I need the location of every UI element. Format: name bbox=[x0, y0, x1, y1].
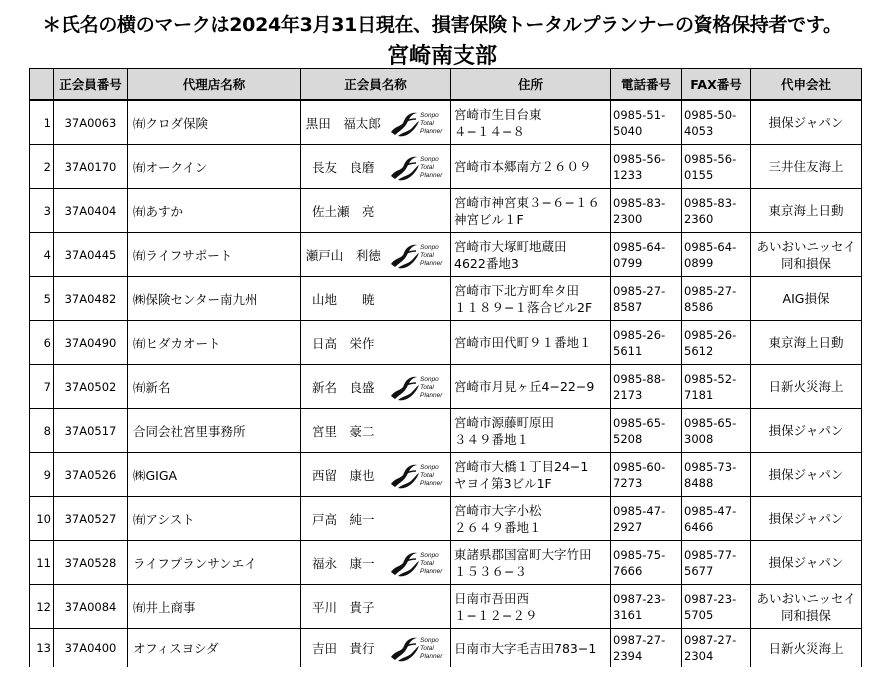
table-header-row bbox=[30, 69, 862, 101]
fax-line-1: 0985-83- bbox=[684, 195, 737, 210]
company-line-1: 三井住友海上 bbox=[768, 159, 844, 174]
member-name: 山地 暁 bbox=[301, 277, 386, 321]
member-number: 37A0404 bbox=[54, 189, 128, 233]
sonpo-total-planner-mark-icon bbox=[390, 372, 446, 402]
header-address: 住所 bbox=[451, 69, 611, 101]
phone-line-1: 0985-75- bbox=[613, 547, 666, 562]
company-line-1: 損保ジャパン bbox=[768, 511, 844, 526]
branch-title: 宮崎南支部 bbox=[386, 44, 497, 69]
mark-cell bbox=[386, 541, 451, 585]
address-line-2: ヤヨイ第3ビル1F bbox=[454, 475, 552, 491]
phone-line-1: 0985-88- bbox=[613, 371, 666, 386]
svg-text:Planner: Planner bbox=[419, 653, 442, 660]
phone-line-1: 0987-23- bbox=[613, 591, 666, 606]
fax-line-2: 5705 bbox=[684, 607, 714, 622]
agency-name: ㈱保険センター南九州 bbox=[128, 277, 301, 321]
address-line-1: 日南市大字毛吉田783−1 bbox=[454, 640, 597, 656]
fax-line-1: 0985-50- bbox=[684, 107, 737, 122]
company-line-1: AIG損保 bbox=[782, 291, 830, 306]
address-line-1: 宮崎市大字小松 bbox=[454, 502, 542, 518]
row-number: 10 bbox=[30, 497, 54, 541]
mark-cell bbox=[386, 409, 451, 453]
address bbox=[451, 100, 611, 145]
agency-name: 合同会社宮里事務所 bbox=[128, 409, 301, 453]
company-line-1: 損保ジャパン bbox=[768, 555, 844, 570]
row-number: 4 bbox=[30, 233, 54, 277]
sonpo-total-planner-mark-icon bbox=[390, 548, 446, 578]
sonpo-total-planner-mark-icon bbox=[390, 460, 446, 490]
table-row bbox=[30, 365, 862, 409]
row-number: 1 bbox=[30, 100, 54, 145]
row-number: 7 bbox=[30, 365, 54, 409]
address-line-2: ４−１４−８ bbox=[454, 123, 525, 139]
phone-line-2: 7273 bbox=[613, 475, 643, 490]
member-name: 日高 栄作 bbox=[301, 321, 386, 365]
phone-line-1: 0985-60- bbox=[613, 459, 666, 474]
fax-number bbox=[682, 100, 751, 145]
address bbox=[451, 629, 611, 668]
agent-table bbox=[29, 68, 862, 667]
fax-line-2: 0899 bbox=[684, 255, 714, 270]
header-person: 正会員名称 bbox=[301, 69, 451, 101]
mark-cell bbox=[386, 497, 451, 541]
row-number: 3 bbox=[30, 189, 54, 233]
phone-line-2: 5208 bbox=[613, 431, 643, 446]
phone-number bbox=[611, 277, 682, 321]
agency-name: オフィスヨシダ bbox=[128, 629, 301, 668]
table-row bbox=[30, 453, 862, 497]
fax-line-1: 0987-27- bbox=[684, 633, 737, 647]
fax-line-1: 0985-47- bbox=[684, 503, 737, 518]
member-name: 新名 良盛 bbox=[301, 365, 386, 409]
company-line-1: あいおいニッセイ bbox=[756, 590, 856, 606]
member-name: 瀬戸山 利徳 bbox=[301, 233, 386, 277]
company-line-2: 同和損保 bbox=[781, 607, 832, 623]
phone-number bbox=[611, 541, 682, 585]
agency-name: ㈲井上商事 bbox=[128, 585, 301, 629]
svg-text:Sonpo: Sonpo bbox=[419, 243, 439, 251]
underwriting-company bbox=[751, 365, 862, 409]
table-row bbox=[30, 145, 862, 189]
member-name: 黒田 福太郎 bbox=[301, 100, 386, 145]
company-line-1: 東京海上日動 bbox=[768, 335, 844, 350]
phone-line-2: 1233 bbox=[613, 167, 643, 182]
row-number: 9 bbox=[30, 453, 54, 497]
phone-number bbox=[611, 453, 682, 497]
header-no bbox=[30, 69, 54, 101]
member-name: 長友 良磨 bbox=[301, 145, 386, 189]
phone-number bbox=[611, 100, 682, 145]
address-line-1: 宮崎市月見ヶ丘4−22−9 bbox=[454, 379, 595, 394]
member-name: 吉田 貴行 bbox=[301, 629, 386, 668]
company-line-1: 損保ジャパン bbox=[768, 467, 844, 482]
underwriting-company bbox=[751, 629, 862, 668]
phone-number bbox=[611, 365, 682, 409]
underwriting-company bbox=[751, 541, 862, 585]
mark-cell bbox=[386, 629, 451, 668]
address-line-2: １−１２−２９ bbox=[454, 607, 538, 623]
fax-line-2: 8586 bbox=[684, 299, 714, 314]
member-name: 平川 貴子 bbox=[301, 585, 386, 629]
underwriting-company bbox=[751, 233, 862, 277]
fax-line-1: 0985-77- bbox=[684, 547, 737, 562]
svg-text:Total: Total bbox=[419, 471, 434, 479]
member-number: 37A0526 bbox=[54, 453, 128, 497]
address bbox=[451, 189, 611, 233]
address-line-2: ３４９番地１ bbox=[454, 431, 530, 447]
address bbox=[451, 409, 611, 453]
address bbox=[451, 453, 611, 497]
mark-cell bbox=[386, 585, 451, 629]
phone-line-1: 0987-27- bbox=[613, 633, 666, 647]
phone-number bbox=[611, 585, 682, 629]
phone-line-1: 0985-27- bbox=[613, 283, 666, 298]
address-line-2: １１８９−１落合ビル2F bbox=[454, 299, 593, 315]
fax-line-2: 2304 bbox=[684, 649, 714, 663]
agency-name: ㈲ヒダカオート bbox=[128, 321, 301, 365]
phone-line-2: 2394 bbox=[613, 649, 643, 663]
address-line-1: 宮崎市生目台東 bbox=[454, 106, 542, 122]
svg-text:Planner: Planner bbox=[419, 259, 442, 267]
mark-cell bbox=[386, 189, 451, 233]
fax-line-2: 3008 bbox=[684, 431, 714, 446]
company-line-2: 同和損保 bbox=[781, 255, 832, 271]
mark-notice: ＊氏名の横のマークは2024年3月31日現在、損害保険トータルプランナーの資格保持者です。 bbox=[42, 14, 842, 36]
svg-text:Sonpo: Sonpo bbox=[419, 155, 439, 163]
svg-text:Total: Total bbox=[419, 559, 434, 567]
table-row bbox=[30, 277, 862, 321]
address-line-2: ２６４９番地１ bbox=[454, 519, 542, 535]
fax-number bbox=[682, 629, 751, 668]
svg-text:Sonpo: Sonpo bbox=[419, 375, 439, 383]
fax-line-2: 4053 bbox=[684, 123, 714, 138]
row-number: 8 bbox=[30, 409, 54, 453]
fax-line-1: 0985-73- bbox=[684, 459, 737, 474]
underwriting-company bbox=[751, 189, 862, 233]
underwriting-company bbox=[751, 453, 862, 497]
fax-line-1: 0987-23- bbox=[684, 591, 737, 606]
table-row bbox=[30, 497, 862, 541]
table-row bbox=[30, 233, 862, 277]
mark-cell bbox=[386, 321, 451, 365]
member-number: 37A0445 bbox=[54, 233, 128, 277]
phone-line-2: 2927 bbox=[613, 519, 643, 534]
address bbox=[451, 541, 611, 585]
fax-number bbox=[682, 321, 751, 365]
fax-line-2: 6466 bbox=[684, 519, 714, 534]
address bbox=[451, 277, 611, 321]
fax-number bbox=[682, 189, 751, 233]
svg-text:Total: Total bbox=[419, 119, 434, 127]
agency-name: ㈲新名 bbox=[128, 365, 301, 409]
fax-number bbox=[682, 145, 751, 189]
agency-name: ㈲オークイン bbox=[128, 145, 301, 189]
member-number: 37A0490 bbox=[54, 321, 128, 365]
svg-text:Planner: Planner bbox=[419, 391, 442, 399]
address-line-1: 宮崎市神宮東３−６−１６ bbox=[454, 194, 600, 210]
address-line-1: 宮崎市大塚町地蔵田 bbox=[454, 238, 567, 254]
sonpo-total-planner-mark-icon bbox=[390, 633, 446, 663]
address-line-1: 日南市吾田西 bbox=[454, 590, 530, 606]
address-line-1: 宮崎市下北方町牟タ田 bbox=[454, 282, 580, 298]
address-line-1: 宮崎市大橋１丁目24−1 bbox=[454, 458, 589, 474]
member-number: 37A0063 bbox=[54, 100, 128, 145]
fax-number bbox=[682, 365, 751, 409]
member-number: 37A0527 bbox=[54, 497, 128, 541]
fax-line-1: 0985-64- bbox=[684, 239, 737, 254]
sonpo-total-planner-mark-icon bbox=[390, 152, 446, 182]
fax-number bbox=[682, 277, 751, 321]
fax-line-1: 0985-65- bbox=[684, 415, 737, 430]
agency-name: ㈲ライフサポート bbox=[128, 233, 301, 277]
phone-line-2: 3161 bbox=[613, 607, 643, 622]
svg-text:Total: Total bbox=[419, 383, 434, 391]
svg-text:Sonpo: Sonpo bbox=[419, 111, 439, 119]
table-row bbox=[30, 189, 862, 233]
sonpo-total-planner-mark-icon bbox=[390, 240, 446, 270]
address-line-1: 宮崎市田代町９１番地１ bbox=[454, 335, 592, 350]
row-number: 2 bbox=[30, 145, 54, 189]
svg-text:Sonpo: Sonpo bbox=[419, 463, 439, 471]
member-name: 福永 康一 bbox=[301, 541, 386, 585]
header-fax: FAX番号 bbox=[682, 69, 751, 101]
underwriting-company bbox=[751, 100, 862, 145]
phone-number bbox=[611, 629, 682, 668]
fax-number bbox=[682, 497, 751, 541]
agency-name: ㈲あすか bbox=[128, 189, 301, 233]
svg-text:Planner: Planner bbox=[419, 127, 442, 135]
company-line-1: 損保ジャパン bbox=[768, 115, 844, 130]
phone-line-2: 2173 bbox=[613, 387, 643, 402]
agency-name: ライフプランサンエイ bbox=[128, 541, 301, 585]
svg-text:Total: Total bbox=[419, 251, 434, 259]
address bbox=[451, 233, 611, 277]
phone-number bbox=[611, 189, 682, 233]
row-number: 5 bbox=[30, 277, 54, 321]
phone-line-2: 0799 bbox=[613, 255, 643, 270]
member-name: 戸高 純一 bbox=[301, 497, 386, 541]
row-number: 6 bbox=[30, 321, 54, 365]
phone-line-1: 0985-64- bbox=[613, 239, 666, 254]
member-number: 37A0528 bbox=[54, 541, 128, 585]
fax-line-2: 5612 bbox=[684, 343, 714, 358]
agency-name: ㈲クロダ保険 bbox=[128, 100, 301, 145]
mark-cell bbox=[386, 365, 451, 409]
phone-line-2: 5040 bbox=[613, 123, 643, 138]
mark-cell bbox=[386, 100, 451, 145]
table-row bbox=[30, 629, 862, 668]
svg-text:Sonpo: Sonpo bbox=[419, 637, 439, 644]
address bbox=[451, 365, 611, 409]
agency-name: ㈱GIGA bbox=[128, 453, 301, 497]
sonpo-total-planner-mark-icon bbox=[390, 108, 446, 138]
underwriting-company bbox=[751, 145, 862, 189]
member-number: 37A0517 bbox=[54, 409, 128, 453]
fax-line-1: 0985-52- bbox=[684, 371, 737, 386]
member-name: 西留 康也 bbox=[301, 453, 386, 497]
table-row bbox=[30, 409, 862, 453]
fax-line-2: 2360 bbox=[684, 211, 714, 226]
company-line-1: 損保ジャパン bbox=[768, 423, 844, 438]
member-name: 佐土瀬 亮 bbox=[301, 189, 386, 233]
company-line-1: 日新火災海上 bbox=[768, 379, 844, 394]
address bbox=[451, 497, 611, 541]
fax-number bbox=[682, 585, 751, 629]
svg-text:Planner: Planner bbox=[419, 171, 442, 179]
fax-number bbox=[682, 541, 751, 585]
member-number: 37A0170 bbox=[54, 145, 128, 189]
phone-line-2: 2300 bbox=[613, 211, 643, 226]
svg-text:Planner: Planner bbox=[419, 479, 442, 487]
mark-cell bbox=[386, 145, 451, 189]
company-line-1: 日新火災海上 bbox=[768, 640, 844, 656]
address-line-1: 宮崎市源藤町原田 bbox=[454, 414, 555, 430]
address-line-2: 神宮ビル１F bbox=[454, 211, 524, 227]
svg-text:Sonpo: Sonpo bbox=[419, 551, 439, 559]
address bbox=[451, 145, 611, 189]
header-member-no: 正会員番号 bbox=[54, 69, 128, 101]
phone-line-2: 8587 bbox=[613, 299, 643, 314]
header-company: 代申会社 bbox=[751, 69, 862, 101]
phone-line-1: 0985-56- bbox=[613, 151, 666, 166]
underwriting-company bbox=[751, 409, 862, 453]
phone-number bbox=[611, 145, 682, 189]
fax-number bbox=[682, 453, 751, 497]
mark-cell bbox=[386, 453, 451, 497]
table-row bbox=[30, 541, 862, 585]
phone-line-1: 0985-47- bbox=[613, 503, 666, 518]
phone-number bbox=[611, 409, 682, 453]
member-name: 宮里 豪二 bbox=[301, 409, 386, 453]
fax-number bbox=[682, 409, 751, 453]
agency-name: ㈲アシスト bbox=[128, 497, 301, 541]
member-number: 37A0502 bbox=[54, 365, 128, 409]
phone-number bbox=[611, 497, 682, 541]
phone-line-1: 0985-26- bbox=[613, 327, 666, 342]
underwriting-company bbox=[751, 585, 862, 629]
header-agency: 代理店名称 bbox=[128, 69, 301, 101]
table-row bbox=[30, 100, 862, 145]
fax-line-2: 0155 bbox=[684, 167, 714, 182]
address bbox=[451, 585, 611, 629]
mark-cell bbox=[386, 233, 451, 277]
fax-line-1: 0985-26- bbox=[684, 327, 737, 342]
fax-line-2: 7181 bbox=[684, 387, 714, 402]
fax-number bbox=[682, 233, 751, 277]
row-number: 11 bbox=[30, 541, 54, 585]
phone-line-1: 0985-51- bbox=[613, 107, 666, 122]
phone-line-2: 5611 bbox=[613, 343, 643, 358]
underwriting-company bbox=[751, 497, 862, 541]
address-line-1: 東諸県郡国富町大字竹田 bbox=[454, 546, 592, 562]
row-number: 13 bbox=[30, 629, 54, 668]
svg-text:Total: Total bbox=[419, 163, 434, 171]
svg-text:Planner: Planner bbox=[419, 567, 442, 575]
fax-line-2: 5677 bbox=[684, 563, 714, 578]
fax-line-1: 0985-27- bbox=[684, 283, 737, 298]
svg-text:Total: Total bbox=[419, 645, 434, 652]
company-line-1: 東京海上日動 bbox=[768, 203, 844, 218]
phone-line-1: 0985-83- bbox=[613, 195, 666, 210]
address-line-2: １５３６−３ bbox=[454, 563, 527, 579]
address-line-2: 4622番地3 bbox=[454, 255, 519, 271]
fax-line-2: 8488 bbox=[684, 475, 714, 490]
company-line-1: あいおいニッセイ bbox=[756, 238, 856, 254]
mark-cell bbox=[386, 277, 451, 321]
address-line-1: 宮崎市本郷南方２６０９ bbox=[454, 159, 592, 174]
row-number: 12 bbox=[30, 585, 54, 629]
member-number: 37A0482 bbox=[54, 277, 128, 321]
phone-number bbox=[611, 233, 682, 277]
phone-line-1: 0985-65- bbox=[613, 415, 666, 430]
underwriting-company bbox=[751, 277, 862, 321]
member-number: 37A0400 bbox=[54, 629, 128, 668]
header-tel: 電話番号 bbox=[611, 69, 682, 101]
address bbox=[451, 321, 611, 365]
table-row bbox=[30, 321, 862, 365]
table-row bbox=[30, 585, 862, 629]
phone-line-2: 7666 bbox=[613, 563, 643, 578]
phone-number bbox=[611, 321, 682, 365]
underwriting-company bbox=[751, 321, 862, 365]
member-number: 37A0084 bbox=[54, 585, 128, 629]
fax-line-1: 0985-56- bbox=[684, 151, 737, 166]
